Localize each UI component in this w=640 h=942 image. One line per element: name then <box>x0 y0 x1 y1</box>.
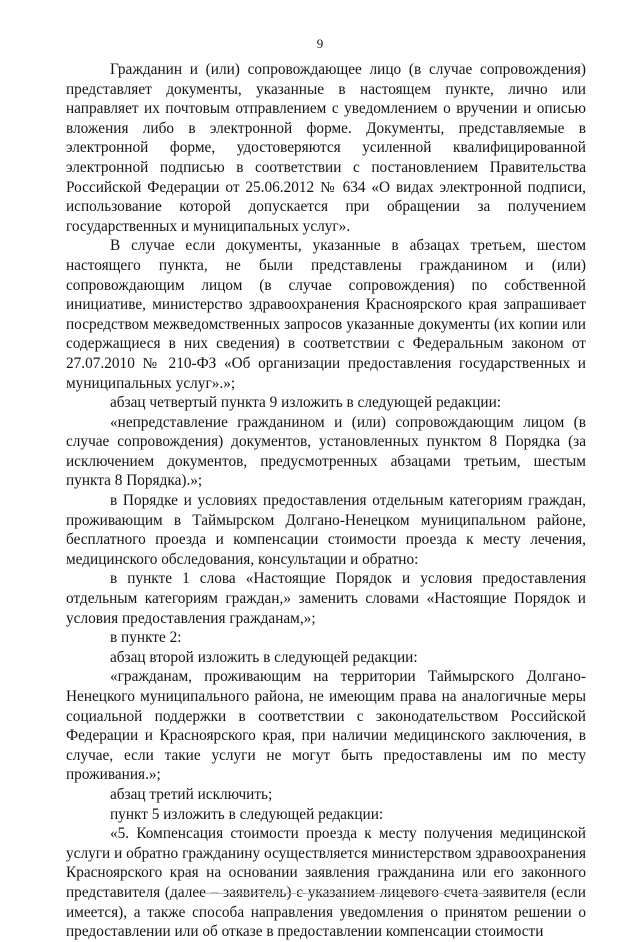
paragraph-interdepartmental-requests: В случае если документы, указанные в абзацах третьем, шестом настоящего пункта, не были представлены гражданином и (или) сопровождающим лицом (в случае сопровождения) по собственной инициативе, министерство здравоохранения Красноярского края запрашивает посредством межведомственных запросов указанные документы (их копии или содержащиеся в них сведения) в соответствии с Федеральным законом от 27.07.2010 № 210-ФЗ «Об организации предоставления государственных и муниципальных услуг».»; <box>66 237 586 392</box>
paragraph-submission-of-documents: Гражданин и (или) сопровождающее лицо (в случае сопровождения) представляет документы, указанные в настоящем пункте, лично или направляет их почтовым отправлением с уведомлением о вручении и описью вложения либо в электронной форме. Документы, представляемые в электронной форме, удостоверяются усиленной квалифицированной электронной подписью в соответствии с постановлением Правительства Российской Федерации от 25.06.2012 № 634 «О видах электронной подписи, использование которой допускается при обращении за получением государственных и муниципальных услуг». <box>66 61 586 235</box>
paragraph-amend-point-9: абзац четвертый пункта 9 изложить в следующей редакции: <box>110 394 502 412</box>
document-body <box>66 60 586 942</box>
page-number: 9 <box>316 36 324 51</box>
paragraph-point-1-replacement: в пункте 1 слова «Настоящие Порядок и условия предоставления отдельным категориям граждан,» заменить словами «Настоящие Порядок и условия предоставления гражданам,»; <box>66 570 586 627</box>
paragraph-taimyr-procedure: в Порядке и условиях предоставления отдельным категориям граждан, проживающим в Таймырском Долгано-Ненецком муниципальном районе, бесплатного проезда и компенсации стоимости проезда к месту лечения, медицинского обследования, консультации и обратно: <box>66 492 586 568</box>
paragraph-third-subparagraph-excluded: абзац третий исключить; <box>110 785 273 803</box>
paragraph-non-submission-clause: «непредставление гражданином и (или) сопровождающим лицом (в случае сопровождения) документов, установленных пунктом 8 Порядка (за исключением документов, предусмотренных абзацами третьим, шестым пункта 8 Порядка).»; <box>66 413 586 490</box>
paragraph-second-subparagraph: абзац второй изложить в следующей редакции: <box>110 648 418 666</box>
paragraph-compensation-clause: «5. Компенсация стоимости проезда к месту получения медицинской услуги и обратно гражданину осуществляется министерством здравоохранения Красноярского края на основании заявления гражданина или его законного представителя (далее – заявитель) с указанием лицевого счета заявителя (если имеется), а также способа направления уведомления о принятом решении о предоставлении или об отказе в предоставлении компенсации стоимости <box>66 825 586 941</box>
paragraph-point-5: пункт 5 изложить в следующей редакции: <box>110 805 384 823</box>
paragraph-citizens-residing-clause: «гражданам, проживающим на территории Таймырского Долгано-Ненецкого муниципального района, не имеющим права на аналогичные меры социальной поддержки в соответствии с законодательством Российской Федерации и Красноярского края, при наличии медицинского заключения, в случае, если такие услуги не могут быть предоставлены им по месту проживания.»; <box>66 668 586 784</box>
bottom-divider <box>205 893 505 894</box>
paragraph-point-2: в пункте 2: <box>110 629 182 647</box>
